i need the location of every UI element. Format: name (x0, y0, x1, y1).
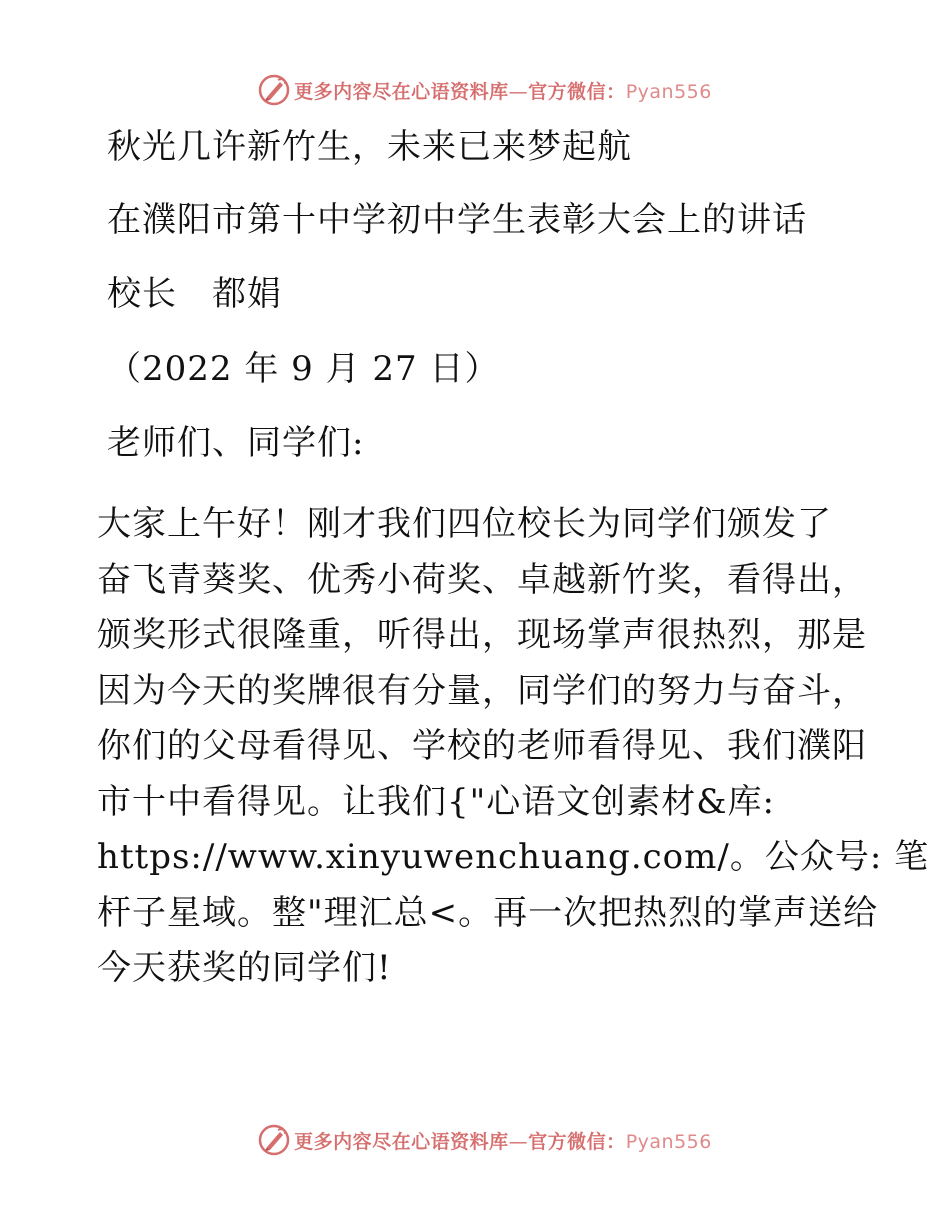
banner-wechat-id: Pyan556 (625, 80, 712, 103)
document-title: 秋光几许新竹生，未来已来梦起航 (107, 127, 632, 167)
document-salutation: 老师们、同学们: (107, 423, 365, 463)
paragraph-line: 杆子星域。整"理汇总<。再一次把热烈的掌声送给 (97, 892, 879, 933)
paragraph-line: 今天获奖的同学们! (97, 948, 392, 988)
header-banner (0, 70, 950, 110)
banner-inner (258, 1124, 712, 1156)
banner-official-label: 官方微信： (528, 80, 626, 103)
footer-banner (0, 1120, 950, 1160)
banner-dash: — (508, 1130, 529, 1153)
banner-official-label: 官方微信： (528, 1130, 626, 1153)
banner-inner (258, 74, 712, 106)
banner-dash: — (508, 80, 529, 103)
paragraph-line: 市十中看得见。让我们{"心语文创素材&库: (97, 781, 775, 822)
document-author: 校长 都娟 (107, 274, 282, 314)
paragraph-line: https://www.xinyuwenchuang.com/。公众号: 笔 (97, 837, 930, 877)
banner-site-name: 更多内容尽在心语资料库 (294, 80, 509, 103)
paragraph-line: 大家上午好！刚才我们四位校长为同学们颁发了 (97, 504, 832, 544)
banner-wechat-id: Pyan556 (625, 1130, 712, 1153)
paragraph-line: 颁奖形式很隆重，听得出，现场掌声很热烈，那是 (97, 615, 867, 655)
quill-pen-logo-icon (258, 74, 290, 106)
document-subtitle: 在濮阳市第十中学初中学生表彰大会上的讲话 (107, 200, 807, 240)
paragraph-line: 你们的父母看得见、学校的老师看得见、我们濮阳 (97, 726, 867, 766)
document-date: （2022 年 9 月 27 日） (107, 349, 500, 389)
banner-text (294, 1127, 712, 1154)
quill-pen-logo-icon (258, 1124, 290, 1156)
banner-site-name: 更多内容尽在心语资料库 (294, 1130, 509, 1153)
paragraph-line: 因为今天的奖牌很有分量，同学们的努力与奋斗， (97, 670, 867, 711)
paragraph-line: 奋飞青葵奖、优秀小荷奖、卓越新竹奖，看得出， (97, 559, 867, 600)
document-paragraph (97, 497, 930, 997)
banner-text (294, 77, 712, 104)
